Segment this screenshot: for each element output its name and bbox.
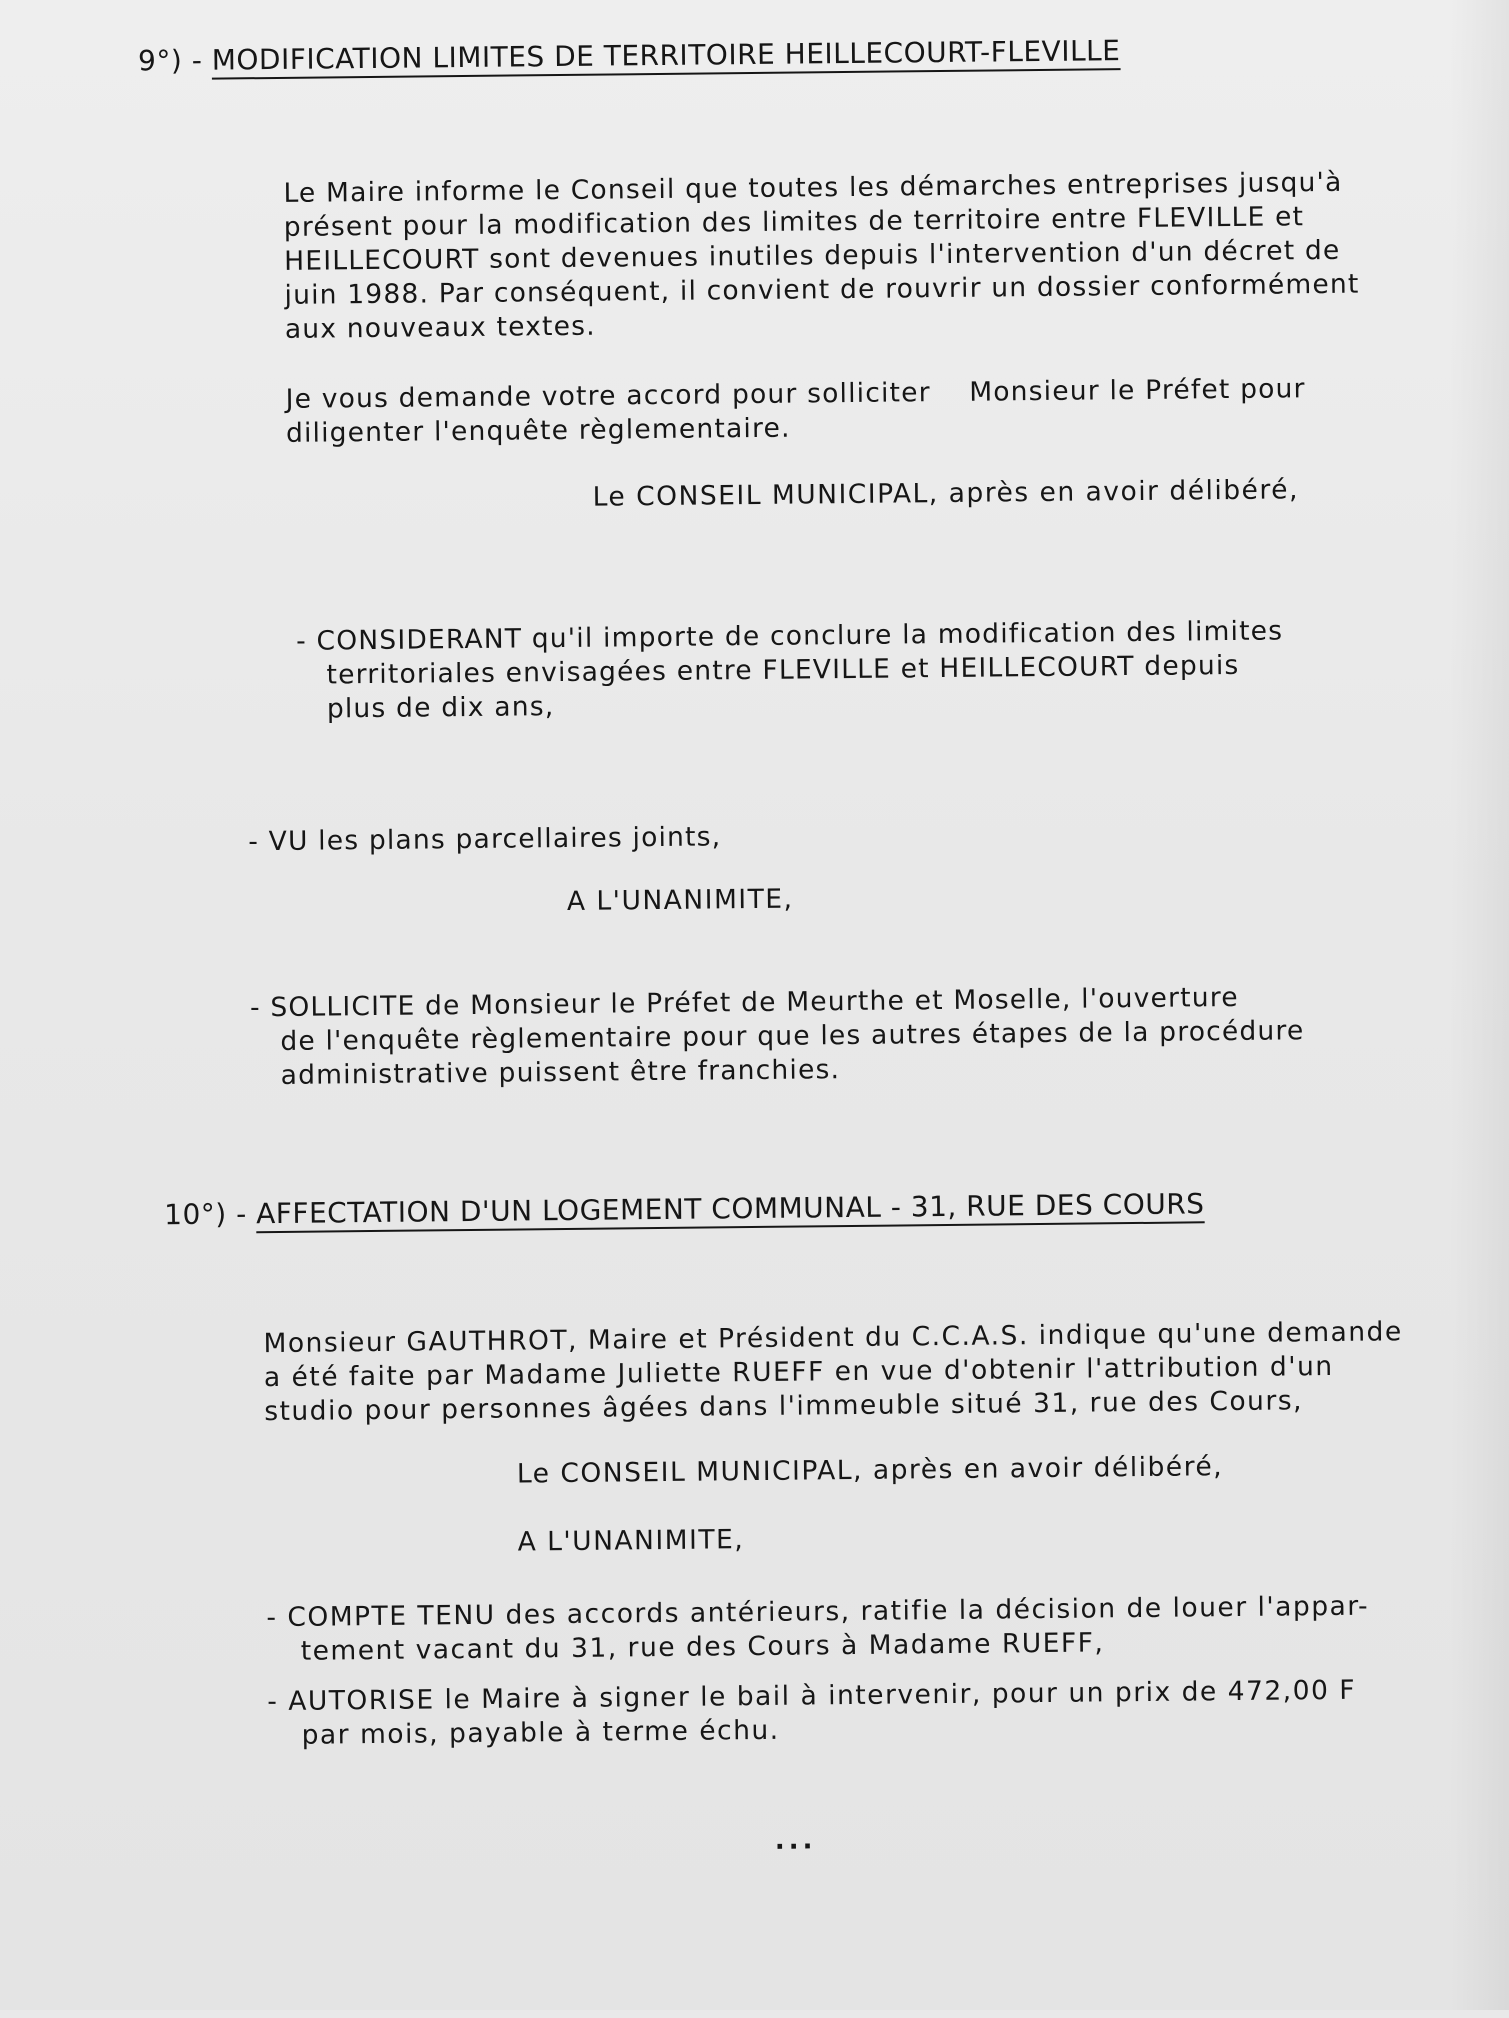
section9-vu-line: - VU les plans parcellaires joints, (248, 821, 722, 858)
paragraph-line: de l'enquête règlementaire pour que les autres étapes de la procédure (280, 1015, 1305, 1057)
section9-council-line: Le CONSEIL MUNICIPAL, après en avoir délibéré, (592, 474, 1300, 513)
section10-intro-paragraph (263, 1315, 1403, 1429)
paragraph-line: aux nouveaux textes. (284, 310, 596, 345)
section9-intro-paragraph (283, 166, 1360, 347)
section10-unanimite: A L'UNANIMITE, (517, 1524, 745, 1558)
section9-unanimite: A L'UNANIMITE, (566, 883, 794, 917)
paragraph-line: studio pour personnes âgées dans l'immeuble situé 31, rue des Cours, (264, 1385, 1304, 1428)
section9-heading (138, 34, 1121, 77)
section10-council-line: Le CONSEIL MUNICIPAL, après en avoir délibéré, (516, 1451, 1224, 1490)
section9-sollicite (250, 980, 1305, 1093)
paragraph-line: par mois, payable à terme échu. (301, 1714, 780, 1751)
paragraph-line: diligenter l'enquête règlementaire. (285, 412, 791, 449)
paragraph-line: administrative puissent être franchies. (280, 1054, 841, 1091)
paragraph-line: - AUTORISE le Maire à signer le bail à intervenir, pour un prix de 472,00 F (267, 1674, 1357, 1718)
paragraph-line: - COMPTE TENU des accords antérieurs, ratifie la décision de louer l'appar- (266, 1590, 1370, 1634)
paragraph-line: présent pour la modification des limites de territoire entre FLEVILLE et (283, 201, 1305, 243)
paragraph-line: - CONSIDERANT qu'il importe de conclure la modification des limites (296, 615, 1284, 657)
paragraph-line: tement vacant du 31, rue des Cours à Madame RUEFF, (300, 1627, 1105, 1667)
paragraph-line: - SOLLICITE de Monsieur le Préfet de Meurthe et Moselle, l'ouverture (249, 981, 1239, 1024)
section9-request-paragraph (285, 372, 1306, 451)
paragraph-line: Monsieur GAUTHROT, Maire et Président du C.C.A.S. indique qu'une demande (263, 1316, 1403, 1360)
paragraph-line: Le Maire informe le Conseil que toutes les démarches entreprises jusqu'à (283, 166, 1343, 209)
section10-title: AFFECTATION D'UN LOGEMENT COMMUNAL - 31, RUE DES COURS (255, 1187, 1205, 1231)
page-edge-shadow (1449, 0, 1509, 2010)
section10-heading (164, 1187, 1205, 1231)
section10-number: 10°) - (163, 1197, 247, 1232)
paragraph-line: territoriales envisagées entre FLEVILLE et HEILLECOURT depuis (326, 649, 1240, 691)
section9-considerant (296, 614, 1284, 726)
paragraph-line: a été faite par Madame Juliette RUEFF en vue d'obtenir l'attribution d'un (263, 1350, 1334, 1394)
paragraph-line: juin 1988. Par conséquent, il convient de rouvrir un dossier conformément (284, 268, 1360, 311)
section10-autorise (267, 1674, 1356, 1753)
section9-title: MODIFICATION LIMITES DE TERRITOIRE HEILLECOURT-FLEVILLE (211, 34, 1121, 77)
continuation-dots: ... (774, 1825, 817, 1856)
paragraph-line: plus de dix ans, (326, 691, 555, 725)
paragraph-line: HEILLECOURT sont devenues inutiles depuis l'intervention d'un décret de (284, 234, 1341, 277)
paragraph-line: Je vous demande votre accord pour solliciter Monsieur le Préfet pour (285, 373, 1306, 415)
section10-compte-tenu (266, 1590, 1369, 1670)
section9-number: 9°) - (137, 43, 203, 78)
